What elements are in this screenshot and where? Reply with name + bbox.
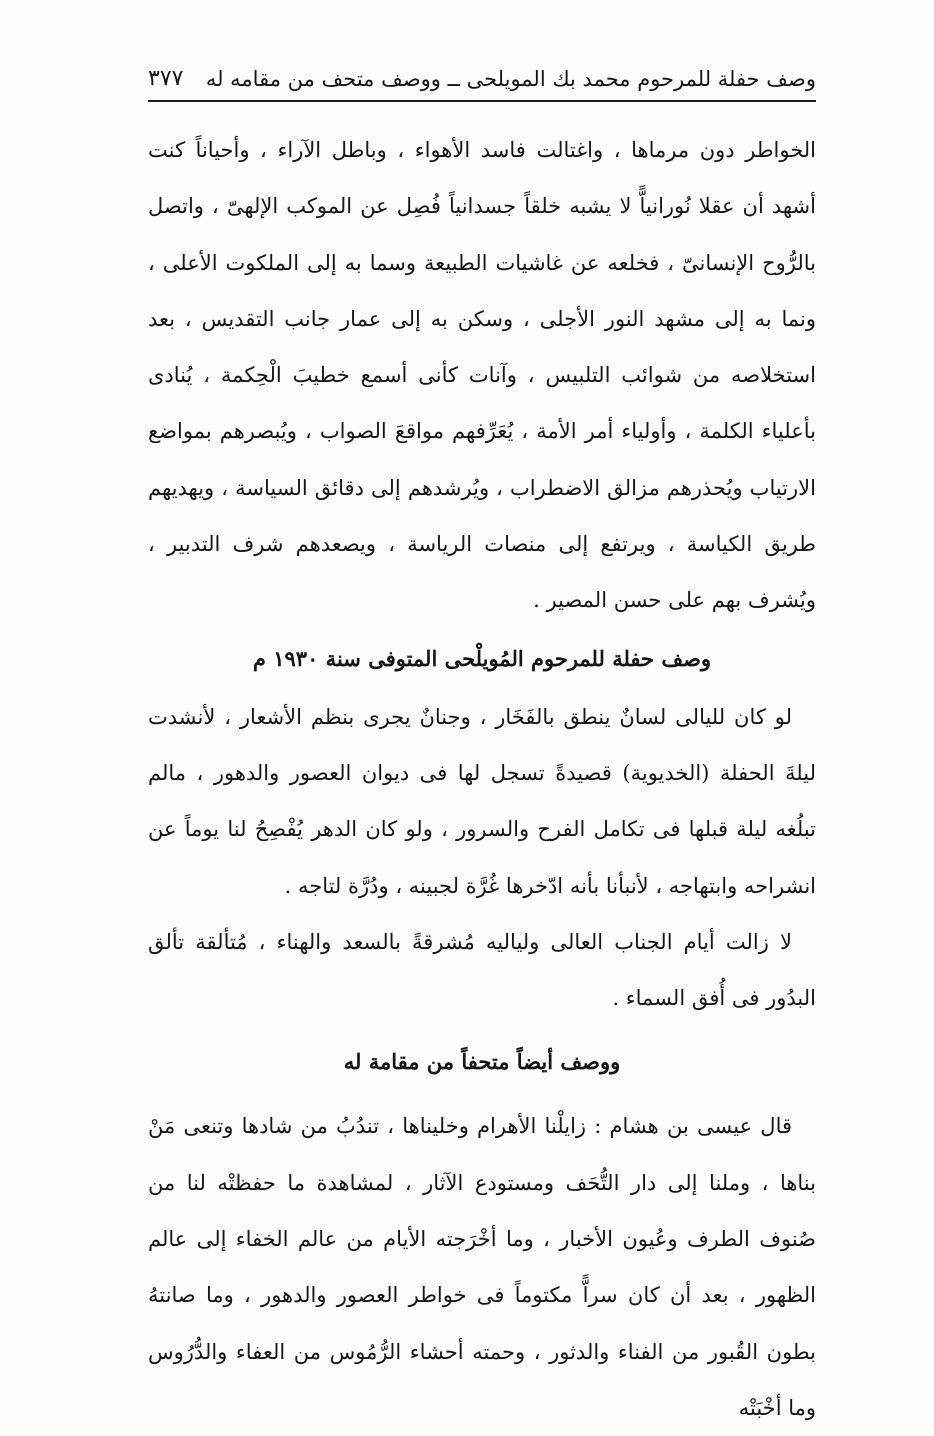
section-heading-celebration: وصف حفلة للمرحوم المُويلْحى المتوفى سنة ١٩٣٠ م <box>252 645 712 671</box>
header-rule <box>148 100 816 102</box>
header-title: وصف حفلة للمرحوم محمد بك المويلحى ــ ووصف متحف من مقامه له <box>205 67 816 91</box>
paragraph-celebration: لو كان لليالى لسانٌ ينطق بالفَخَار ، وجنانٌ يجرى بنظم الأشعار ، لأنشدت ليلةَ الحفلة (الخديوية) قصيدةً تسجل لها فى ديوان العصور والدهور ، مالم تبلُغه ليلة قبلها فى تكامل الفرح والسرور ، ولو كان الدهر يُفْصِحُ لنا يوماً عن انشراحه وابتهاجه ، لأنبأنا بأنه ادّخرها غُرَّة لجبينه ، ودُرَّة لتاجه . <box>148 704 816 898</box>
body-text <box>148 122 816 1436</box>
paragraph-blessing: لا زالت أيام الجناب العالى ولياليه مُشرقةً بالسعد والهناء ، مُتألقة تألق البدُور فى أُفق السماء . <box>148 929 816 1011</box>
paragraph-museum: قال عيسى بن هشام : زايلْنا الأهرام وخليناها ، تندُبُ من شادها وتنعى مَنْ بناها ، وملنا إلى دار التُّحَف ومستودع الآثار ، لمشاهدة ما حفظتْه لنا من صُنوف الطرف وعُيون الأخبار ، وما أخْرَجته الأيام من عالم الخفاء إلى عالم الظهور ، بعد أن كان سراًّ مكتوماً فى خواطر العصور والدهور ، وما صانتهُ بطون القُبور من الفناء والدثور ، وحمته أحشاء الرُّمُوس من العفاء والدُّرُوس وما أخْبَتْه <box>148 1114 816 1420</box>
page-number: ٣٧٧ <box>148 66 184 91</box>
running-header <box>148 48 816 94</box>
section-heading-museum: ووصف أيضاً متحفاً من مقامة له <box>343 1049 621 1075</box>
paragraph-continuation: الخواطر دون مرماها ، واغتالت فاسد الأهواء ، وباطل الآراء ، وأحياناً كنت أشهد أن عقلا نُورانياًّ لا يشبه خلقاً جسدانياً فُصِل عن الموكب الإلهىّ ، واتصل بالرُّوح الإنسانىّ ، فخلعه عن غاشيات الطبيعة وسما به إلى الملكوت الأعلى ، ونما به إلى مشهد النور الأجلى ، وسكن به إلى عمار جانب التقديس ، بعد استخلاصه من شوائب التلبيس ، وآنات كأنى أسمع خطيبَ الْحِكمة ، يُنادى بأعلياء الكلمة ، وأولياء أمر الأمة ، يُعَرِّفهم مواقعَ الصواب ، ويُبصرهم بمواضع الارتياب ويُحذرهم مزالق الاضطراب ، ويُرشدهم إلى دقائق السياسة ، ويهديهم طريق الكياسة ، ويرتفع إلى منصات الرياسة ، ويصعدهم شرف التدبير ، ويُشرف بهم على حسن المصير . <box>148 138 816 613</box>
